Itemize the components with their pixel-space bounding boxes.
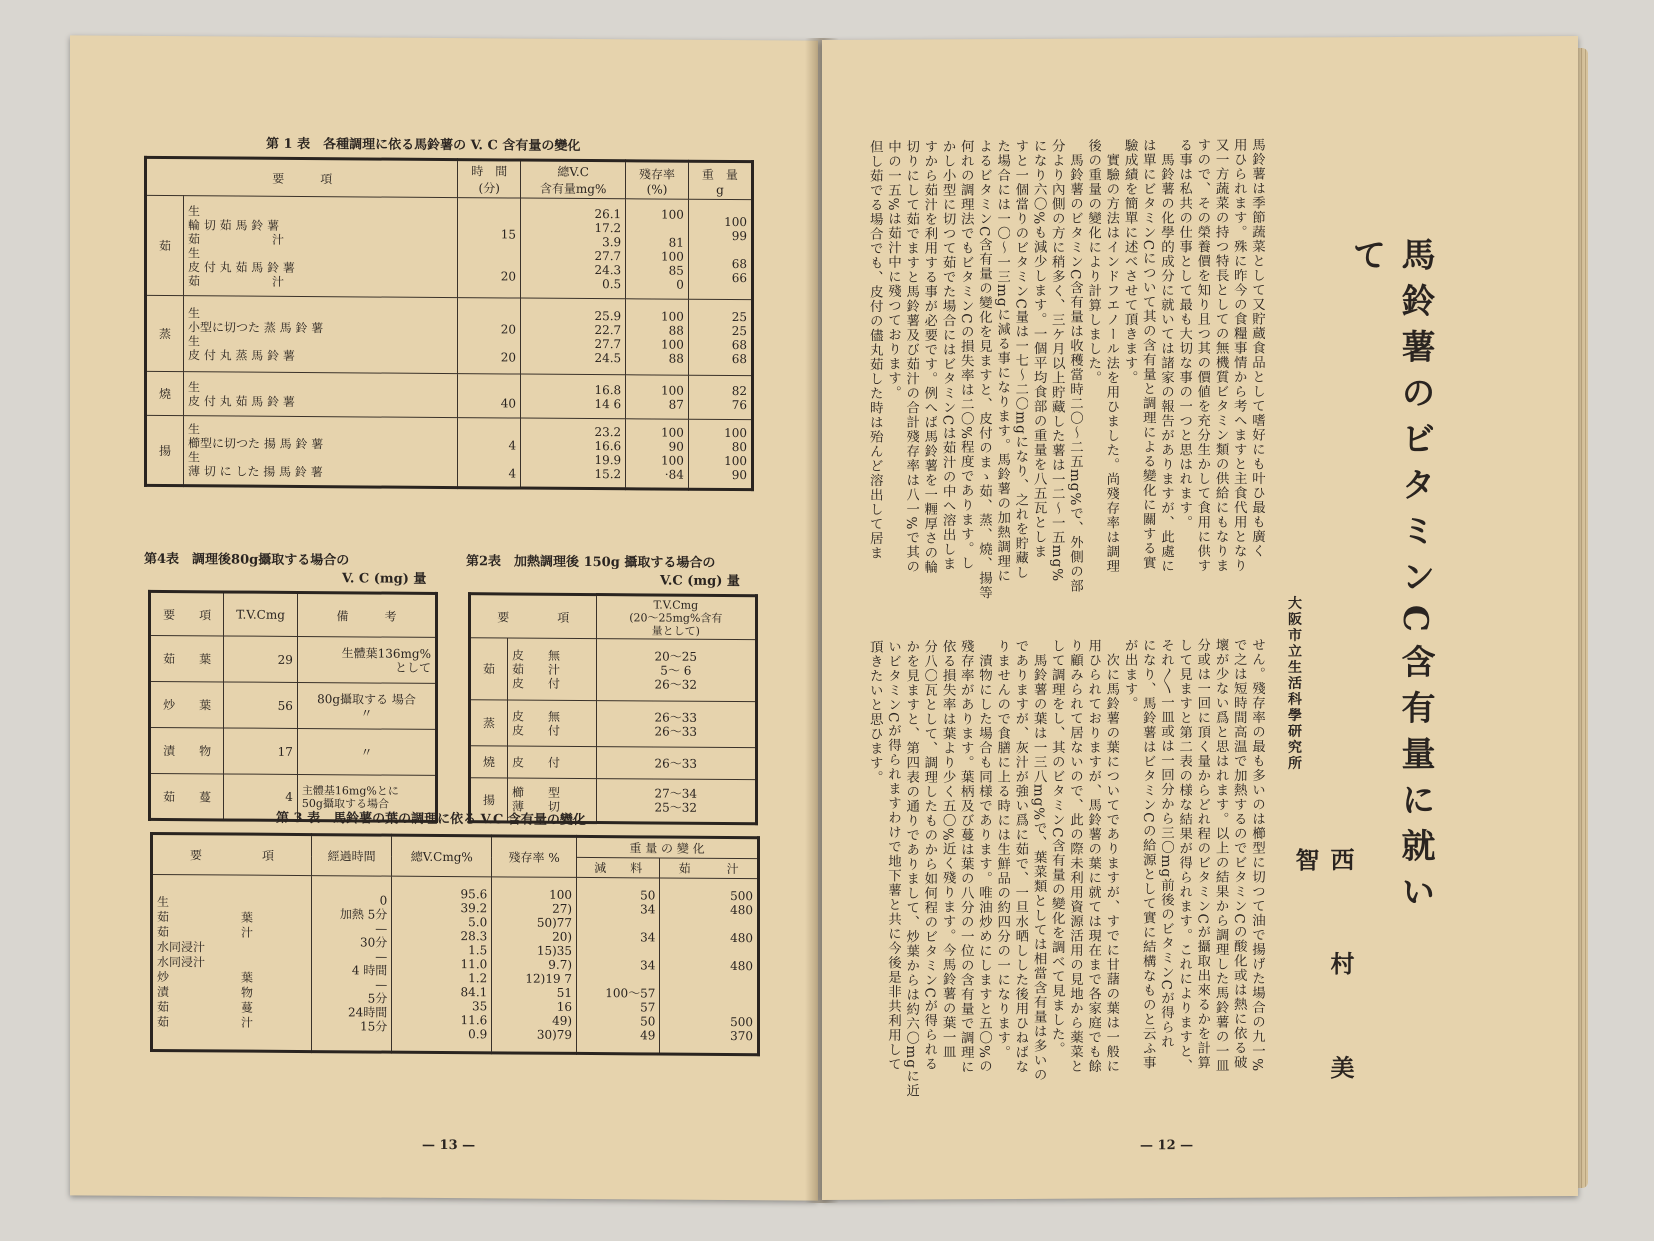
table1-rate: 100 88 100 88 <box>626 299 689 375</box>
open-booklet <box>70 38 1594 1208</box>
table1-category: 揚 <box>146 415 184 485</box>
table3-header: 減 料 <box>577 857 660 878</box>
article-text-column: で之は短時間高温で加熱するのでビタミンCの酸化或は熱に依る破 <box>1230 637 1247 1070</box>
article-text-column: 壞が少ない爲と思はれます。以上の結果から調理した馬鈴薯の一皿 <box>1212 637 1229 1073</box>
table2-value: 26～33 26～33 <box>596 701 756 748</box>
table1-weight: 25 25 68 68 <box>688 299 752 375</box>
article-text-column: りませんので食膳に上る時には生鮮品の約四分の一になります。 <box>994 638 1011 1060</box>
article-organization: 大阪市立生活科學研究所 <box>1286 595 1302 772</box>
table1-row <box>146 371 753 419</box>
table3-header: 經過時間 <box>312 835 392 877</box>
table4-row <box>150 727 437 775</box>
article-text-column: かを見ますと、第四表の通りでありまして、炒葉からは約六〇mgに近 <box>903 639 920 1099</box>
table2-value: 27～34 25～32 <box>596 779 756 824</box>
article-text-column: 實驗の方法はインドフエノール法を用ひました。尚殘存率は調理 <box>1103 138 1120 574</box>
table4-item: 炒 葉 <box>150 681 224 728</box>
article-text-column: すと一個當りのビタミンC量は一七～二〇mgになり、之れを貯藏し <box>1012 138 1029 580</box>
table2-item: 皮 無 茹 汁 皮 付 <box>508 638 597 701</box>
table3-header: 總V.Cmg% <box>392 835 492 877</box>
table4-value: 29 <box>224 636 298 683</box>
article-author: 西 村 美 智 <box>1291 847 1355 1160</box>
table2-item: 皮 付 <box>508 746 597 779</box>
article-text-column: いビタミンCが得られますわけで地下薯と共に今後是非共利用して <box>885 639 901 1072</box>
article-text-column: 中の一五%は茹汁中に殘つております。 <box>885 139 901 400</box>
left-page-number: — 13 — <box>422 1137 476 1154</box>
article-text-column: 分より內側の方に稍多く、三ケ月以上貯藏した薯は一二～一五mg% <box>1048 138 1065 583</box>
table3-header-row <box>152 833 759 858</box>
article-text-column: せん。殘存率の最も多いのは櫛型に切つて油で揚げた場合の九一% <box>1249 637 1265 1073</box>
table3 <box>150 832 760 1056</box>
table4-row <box>150 635 437 683</box>
table1-row <box>146 415 753 489</box>
article-text-column: 何れの調理法でもビタミンCの損失率は二〇%程度であります。し <box>957 139 974 571</box>
table1-category: 蒸 <box>146 295 184 371</box>
table1-rate: 100 90 100 ·84 <box>626 419 689 489</box>
table3-time: 0 加熱 5分 — 30分 — 4 時間 — 5分 24時間 15分 <box>312 876 392 1053</box>
table4-note: 主體基16mg%とに 50g攝取する場合 <box>297 774 436 821</box>
article-title: 馬鈴薯のビタミンC含有量に就いて <box>1346 236 1435 921</box>
right-page <box>822 36 1578 1200</box>
table3-header: 茹 汁 <box>660 858 759 879</box>
article-text-column: 頂きたいと思ひます。 <box>866 639 883 785</box>
table3-rate: 100 27) 50)77 20) 15)35 9.7) 12)19 7 51 16 49) 30)79 <box>492 877 577 1054</box>
table4-header: T.V.Cmg <box>224 592 298 637</box>
table3-row <box>152 874 759 1054</box>
article-text-column: 馬鈴薯のビタミンC含有量は收穫當時二〇～二五mg%で、外側の部 <box>1067 138 1083 594</box>
article-text-column: よるビタミンC含有量の變化を見ますと、皮付のまゝ茹、蒸、燒、揚等 <box>976 139 992 601</box>
table1-items: 生 小型に切つた 蒸 馬 鈴 薯 生 皮 付 丸 蒸 馬 鈴 薯 <box>184 296 458 374</box>
table3-items: 生 茹 葉 茹 汁 水同浸汁 水同浸汁 炒 葉 漬 物 茹 蔓 茹 汁 <box>152 874 312 1051</box>
table4 <box>148 590 438 823</box>
article-text-column: 次に馬鈴薯の葉についてでありますが、すでに甘藷の葉は一般に <box>1103 638 1120 1074</box>
article-text-column: り顧みられて居ないので、此の際未利用資源活用の見地から薬菜と <box>1067 638 1083 1074</box>
table1-vc: 23.2 16.6 19.9 15.2 <box>521 418 626 489</box>
table1-time: 15 20 <box>458 198 521 298</box>
table2 <box>468 592 758 825</box>
table4-header: 備 考 <box>297 592 436 637</box>
table4-header-row <box>150 591 437 637</box>
table1-items: 生 輪 切 茹 馬 鈴 薯 茹 汁 生 皮 付 丸 茹 馬 鈴 薯 茹 汁 <box>184 196 458 298</box>
table4-item: 漬 物 <box>150 727 224 774</box>
table2-category: 茹 <box>470 638 508 700</box>
article-text-column: が出ます。 <box>1121 638 1138 711</box>
table1-items: 生 皮 付 丸 茹 馬 鈴 薯 <box>184 372 458 418</box>
article-text-column: 分八〇瓦として、調理したものから如何程のビタミンCが得られる <box>921 639 938 1072</box>
table2-row <box>470 700 757 748</box>
article-text-column: すので、その榮養價を知り且つ其の價値を充分生かして食用に供す <box>1194 137 1211 574</box>
article-text-column: 後の重量の變化により計算しました。 <box>1085 138 1102 386</box>
table1-caption: 第 1 表 各種調理に依る馬鈴薯の V. C 含有量の變化 <box>266 136 581 154</box>
article-text-column: かし小型に切つて茹でた場合にはビタミンCは茹汁の中へ溶出しま <box>939 139 956 572</box>
article-text-column: 漬物にした場合も同様であります。唯油炒めにしますと五〇%の <box>976 639 992 1074</box>
table1-time: 20 20 <box>458 298 521 374</box>
article-text-column: 馬鈴薯の葉は一三八mg%で、葉菜類としては相當含有量は多いの <box>1030 638 1047 1083</box>
table2-caption-unit: V.C (mg) 量 <box>660 573 740 590</box>
table2-row <box>470 638 757 702</box>
table1-vc: 25.9 22.7 27.7 24.5 <box>521 298 626 375</box>
article-text-column: 依る損失率は葉より少く五〇%近く殘ります。今馬鈴薯の葉一皿 <box>939 639 956 1060</box>
table4-note: 80g攝取する 場合 〃 <box>297 682 436 729</box>
table3-juice: 500 480 480 480 500 370 <box>660 878 759 1055</box>
article-text-column: る事は私共の仕事として最も大切な事の一つと思はれます。 <box>1176 138 1193 530</box>
left-page <box>70 35 818 1200</box>
table2-category: 揚 <box>470 778 508 822</box>
article-text-column: 分或は一回に頂く量からどれ程のビタミンCが攝取出來るかを計算 <box>1194 637 1211 1070</box>
table3-header: 重 量 の 變 化 <box>577 836 759 858</box>
table3-loss: 50 34 34 34 100～57 57 50 49 <box>577 877 660 1054</box>
table1-row <box>146 295 753 375</box>
article-text-column: 殘存率があります。葉柄及び蔓は葉の八分の一位の含有量で調理に <box>957 639 974 1075</box>
article-text-column: 驗成績を簡單に述べさせて頂きます。 <box>1121 138 1138 385</box>
right-page-number: — 12 — <box>1140 1138 1194 1154</box>
table2-header: T.V.Cmg (20～25mg%含有 量として) <box>596 595 756 640</box>
table1-rate: 100 87 <box>626 375 689 419</box>
table1-time: 4 4 <box>458 418 521 488</box>
table4-row <box>150 681 437 729</box>
table1-rate: 100 81 100 85 0 <box>626 199 689 299</box>
table4-header: 要 項 <box>150 591 224 636</box>
article-text-column: 又一方蔬菜の持つ特長としての無機質ビタミン類の供給にもなりま <box>1212 137 1229 573</box>
table2-caption: 第2表 加熱調理後 150g 攝取する場合の <box>466 554 716 571</box>
article-text-column: 馬鈴薯の化學的成分に就いては諸家の報告がありますが、此處に <box>1158 138 1174 574</box>
table4-value: 56 <box>224 682 298 729</box>
table3-vc: 95.6 39.2 5.0 28.3 1.5 11.0 1.2 84.1 35 11.6 0.9 <box>392 876 492 1053</box>
table1-category: 燒 <box>146 371 184 415</box>
article-text-column: た場合には一〇～一三mgに減る事になります。馬鈴薯の加熱調理に <box>994 138 1011 584</box>
table4-note: 生體葉136mg% として <box>297 636 436 683</box>
table1-header: 重 量 g <box>688 161 752 199</box>
table2-header: 要 項 <box>470 594 597 639</box>
table2-value: 20～25 5～ 6 26～32 <box>596 639 756 702</box>
table1-header: 時 間 (分) <box>458 160 521 198</box>
table1 <box>144 156 754 491</box>
table4-item: 茹 葉 <box>150 635 224 682</box>
table1-category: 茹 <box>146 195 184 295</box>
article-text-column: 切りにして茹でますと馬鈴薯及び茹汁の合計殘存率は八一%で其の <box>903 139 920 574</box>
article-text-column: して調理をし、其のビタミンC含有量の變化を調べて見ました。 <box>1048 638 1065 1057</box>
table2-value: 26～33 <box>596 747 756 780</box>
table2-row <box>470 746 757 780</box>
table1-header: 殘存率 (%) <box>626 161 689 199</box>
table2-item: 櫛 型 薄 切 <box>508 778 597 823</box>
table2-category: 燒 <box>470 746 508 778</box>
article-text-column: になり、馬鈴薯はビタミンCの給源として實に結構なものと云ふ事 <box>1139 638 1156 1071</box>
table1-weight: 82 76 <box>688 375 752 419</box>
article-text-column: 但し茹でる場合でも、皮付の儘丸茹した時は殆んど溶出して居ま <box>866 139 883 561</box>
table1-vc: 16.8 14 6 <box>521 374 626 419</box>
table4-item: 茹 蔓 <box>150 773 224 820</box>
table1-weight: 100 80 100 90 <box>688 419 752 489</box>
article-text-column: して見ますと第二表の様な結果が得られます。これによりますと、 <box>1176 638 1193 1074</box>
table1-vc: 26.1 17.2 3.9 27.7 24.3 0.5 <box>521 198 626 299</box>
table4-caption-unit: V. C (mg) 量 <box>342 571 427 587</box>
article-text-column: それ〳〵一皿或は一回分から三〇mg前後のビタミンCが得られ <box>1158 638 1174 1050</box>
article-text-column: 用ひられます。殊に昨今の食糧事情から考へますと主食代用となり <box>1230 137 1247 573</box>
table4-value: 17 <box>224 728 298 775</box>
article-text-column: でありますが、灰汁が強い爲に茹で、一旦水晒しした後用ひねばな <box>1012 638 1029 1074</box>
table1-time: 40 <box>458 374 521 418</box>
article-text-column: は單にビタミンCについて其の含有量と調理による變化に關する實 <box>1139 138 1156 571</box>
table1-header-row <box>146 157 753 199</box>
article-text-column: すから茹汁を利用する事が必要です。例へば馬鈴薯を一糎厚さの輪 <box>921 139 938 575</box>
table3-caption: 第 3 表 馬鈴薯の葉の調理に依る V.C 含有量の變化 <box>276 810 586 828</box>
article-text-column: 馬鈴薯は季節蔬菜として又貯蔵食品として嗜好にも叶ひ最も廣く <box>1249 137 1265 559</box>
table4-note: 〃 <box>297 728 436 775</box>
table3-header: 殘存率 % <box>492 836 577 878</box>
table2-item: 皮 無 皮 付 <box>508 700 597 747</box>
article-text-column: になり六〇%も減少します。一個平均食部の重量を八五瓦としま <box>1030 138 1047 559</box>
table2-category: 蒸 <box>470 700 508 746</box>
table4-value: 4 <box>224 774 298 821</box>
article-text-column: 用ひられておりますが、馬鈴薯の葉に就ては現在まで各家庭でも餘 <box>1085 638 1102 1074</box>
table1-header: 總V.C 含有量mg% <box>521 160 626 199</box>
table1-row <box>146 195 753 299</box>
table3-header: 要 項 <box>152 833 312 875</box>
table4-caption: 第4表 調理後80g攝取する場合の <box>144 551 350 569</box>
table2-header-row <box>470 594 757 640</box>
table1-weight: 100 99 68 66 <box>688 199 752 299</box>
table1-header: 要 項 <box>146 157 458 197</box>
table1-items: 生 櫛型に切つた 揚 馬 鈴 薯 生 薄 切 に した 揚 馬 鈴 薯 <box>184 416 458 488</box>
